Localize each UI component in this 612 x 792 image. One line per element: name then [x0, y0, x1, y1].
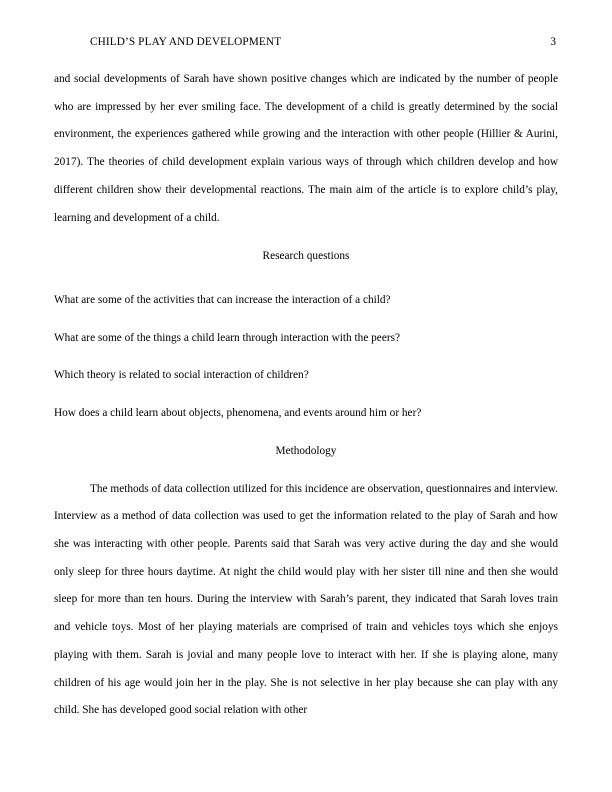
research-question: What are some of the things a child learn through interaction with the peers? — [54, 331, 401, 344]
research-question: What are some of the activities that can increase the interaction of a child? — [54, 293, 391, 306]
research-question: How does a child learn about objects, phenomena, and events around him or her? — [54, 406, 422, 419]
methodology-section — [54, 438, 558, 725]
research-question: Which theory is related to social interaction of children? — [54, 369, 309, 382]
page-number: 3 — [550, 36, 556, 48]
intro-paragraph: and social developments of Sarah have shown positive changes which are indicated by the number of people who are impressed by her ever smiling face. The development of a child is greatly determined by the social environment, the experiences gathered while growing and the interaction with other people (Hillier & Aurini, 2017). The theories of child development explain various ways of through which children develop and how different children show their developmental reactions. The main aim of the article is to explore child’s play, learning and development of a child. — [54, 73, 558, 224]
methodology-paragraph: The methods of data collection utilized for this incidence are observation, questionnaires and interview. Interview as a method of data collection was used to get the information related to the play of Sarah and how she was interacting with other people. Parents said that Sarah was very active during the day and she would only sleep for three hours daytime. At night the child would play with her sister till nine and then she would sleep for more than ten hours. During the interview with Sarah’s parent, they indicated that Sarah loves train and vehicle toys. Most of her playing materials are comprised of train and vehicles toys which she enjoys playing with them. Sarah is jovial and many people love to interact with her. If she is playing alone, many children of his age would join her in the play. She is not selective in her play because she can play with any child. She has developed good social relation with other — [54, 482, 558, 717]
research-questions-section — [54, 232, 558, 287]
methodology-heading: Methodology — [275, 444, 337, 457]
body-text — [54, 66, 558, 725]
research-questions-heading: Research questions — [262, 249, 350, 262]
research-questions-list — [54, 287, 558, 438]
running-head: CHILD’S PLAY AND DEVELOPMENT — [90, 36, 282, 48]
